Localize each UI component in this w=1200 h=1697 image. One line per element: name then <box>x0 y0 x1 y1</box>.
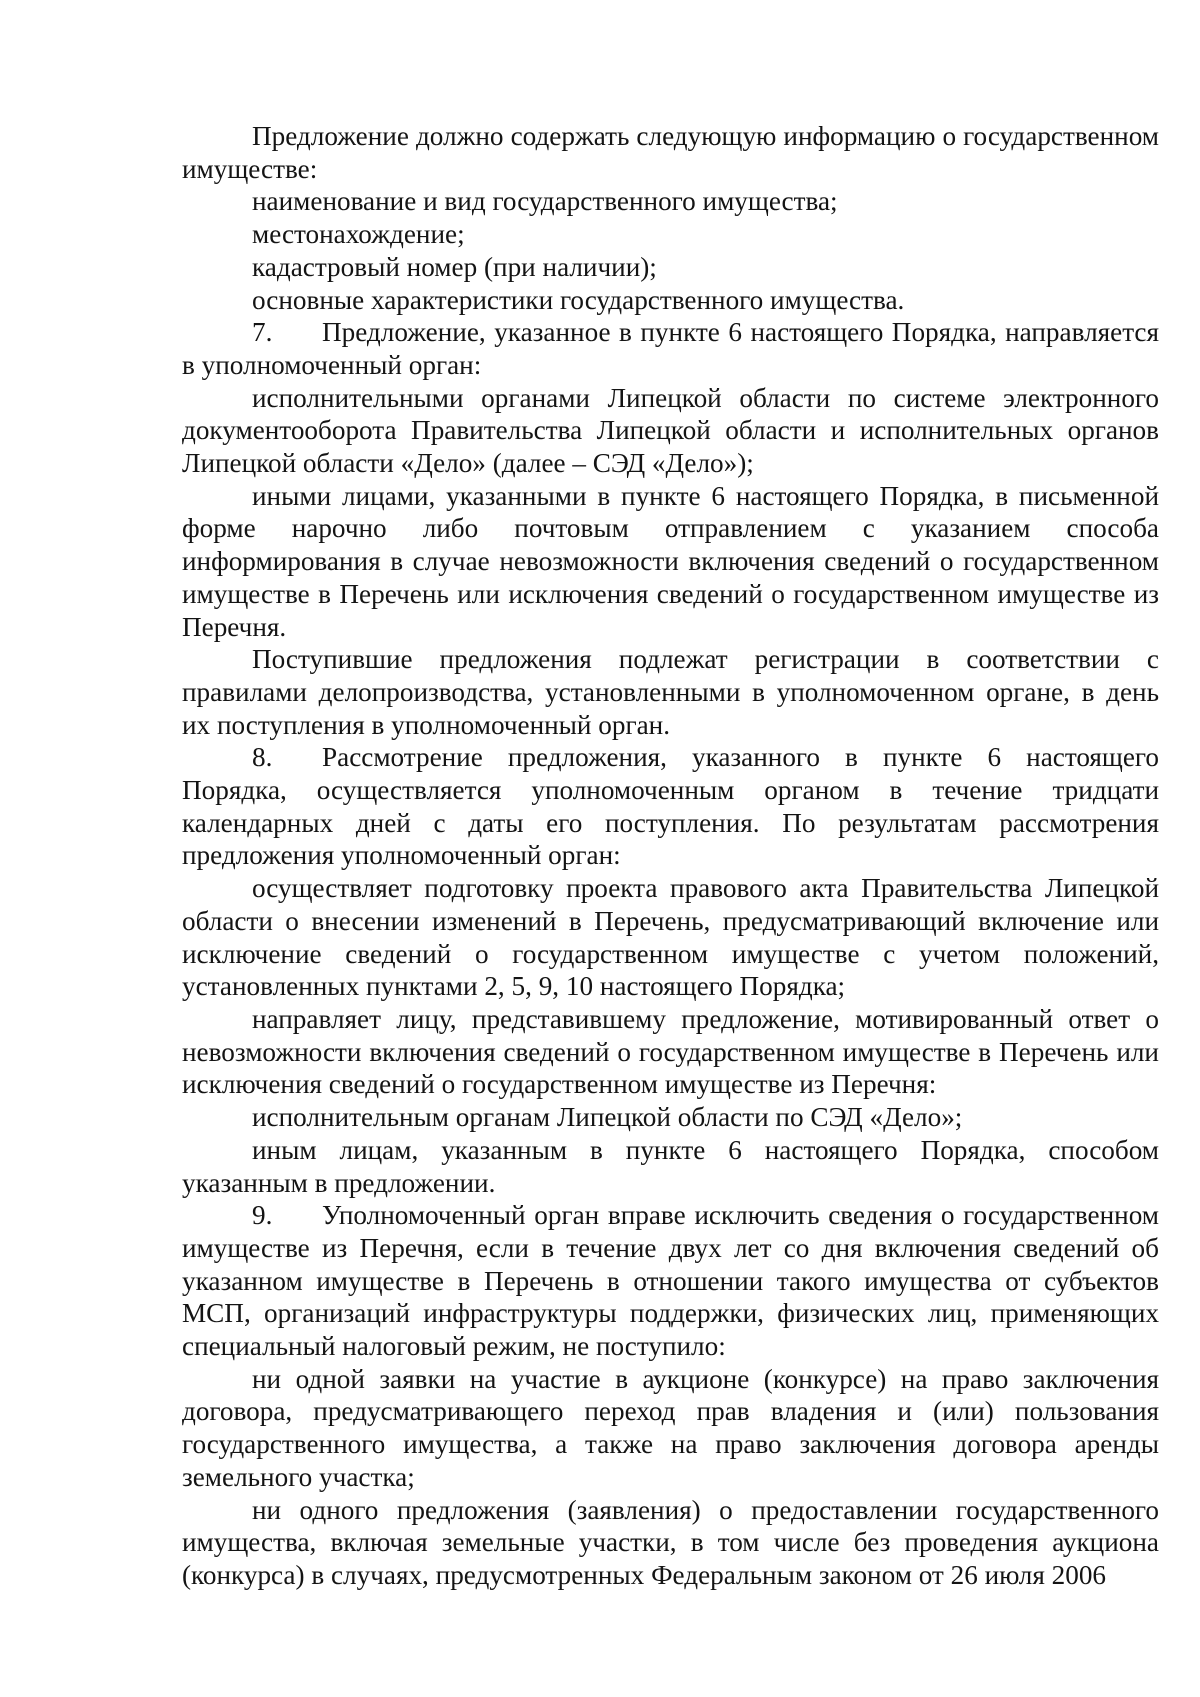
paragraph: исполнительными органами Липецкой области по системе электронного документооборота Правительства Липецкой области и исполнительных органов Липецкой области «Дело» (далее – СЭД «Дело»); <box>182 382 1159 479</box>
paragraph: кадастровый номер (при наличии); <box>252 251 657 282</box>
paragraph-number: 8. <box>252 742 273 773</box>
paragraph: Поступившие предложения подлежат регистрации в соответствии с правилами делопроизводства, установленными в уполномоченном органе, в день их поступления в уполномоченный орган. <box>182 644 1159 740</box>
paragraph: основные характеристики государственного имущества. <box>252 284 905 315</box>
paragraph: местонахождение; <box>252 219 465 250</box>
paragraph: ни одной заявки на участие в аукционе (конкурсе) на право заключения договора, предусматривающего переход прав владения и (или) пользования государственного имущества, а также на право заключения договора аренды земельного участка; <box>182 1363 1159 1492</box>
numbered-paragraph: 9. Уполномоченный орган вправе исключить сведения о государственном имуществе из Перечня, если в течение двух лет со дня включения сведений об указанном имуществе в Перечень в отношении такого имущества от субъектов МСП, организаций инфраструктуры поддержки, физических лиц, применяющих специальный налоговый режим, не поступило: <box>182 1200 1159 1362</box>
paragraph: осуществляет подготовку проекта правового акта Правительства Липецкой области о внесении изменений в Перечень, предусматривающий включение или исключение сведений о государственном имуществе с учетом положений, установленных пунктами 2, 5, 9, 10 настоящего Порядка; <box>182 873 1159 1002</box>
paragraph: исполнительным органам Липецкой области по СЭД «Дело»; <box>252 1102 963 1133</box>
paragraph: иными лицами, указанными в пункте 6 настоящего Порядка, в письменной форме нарочно либо почтовым отправлением с указанием способа информирования в случае невозможности включения сведений о государственном имуществе в Перечень или исключения сведений о государственном имуществе из Перечня. <box>182 480 1159 642</box>
paragraph-number: 9. <box>252 1200 273 1231</box>
paragraph-number: 7. <box>252 317 273 348</box>
paragraph: наименование и вид государственного имущества; <box>252 186 838 217</box>
paragraph: направляет лицу, представившему предложение, мотивированный ответ о невозможности включения сведений о государственном имуществе в Перечень или исключения сведений о государственном имуществе из Перечня: <box>182 1003 1159 1100</box>
paragraph: Предложение должно содержать следующую информацию о государственном имуществе: <box>182 121 1159 184</box>
paragraph: ни одного предложения (заявления) о предоставлении государственного имущества, включая земельные участки, в том числе без проведения аукциона (конкурса) в случаях, предусмотренных Федеральным законом от 26 июля 2006 <box>182 1494 1159 1590</box>
document-body <box>182 120 1159 1592</box>
numbered-paragraph: 8. Рассмотрение предложения, указанного в пункте 6 настоящего Порядка, осуществляется уполномоченным органом в течение тридцати календарных дней с даты его поступления. По результатам рассмотрения предложения уполномоченный орган: <box>182 742 1159 871</box>
numbered-paragraph: 7. Предложение, указанное в пункте 6 настоящего Порядка, направляется в уполномоченный орган: <box>182 317 1159 380</box>
paragraph: иным лицам, указанным в пункте 6 настоящего Порядка, способом указанным в предложении. <box>182 1134 1159 1198</box>
